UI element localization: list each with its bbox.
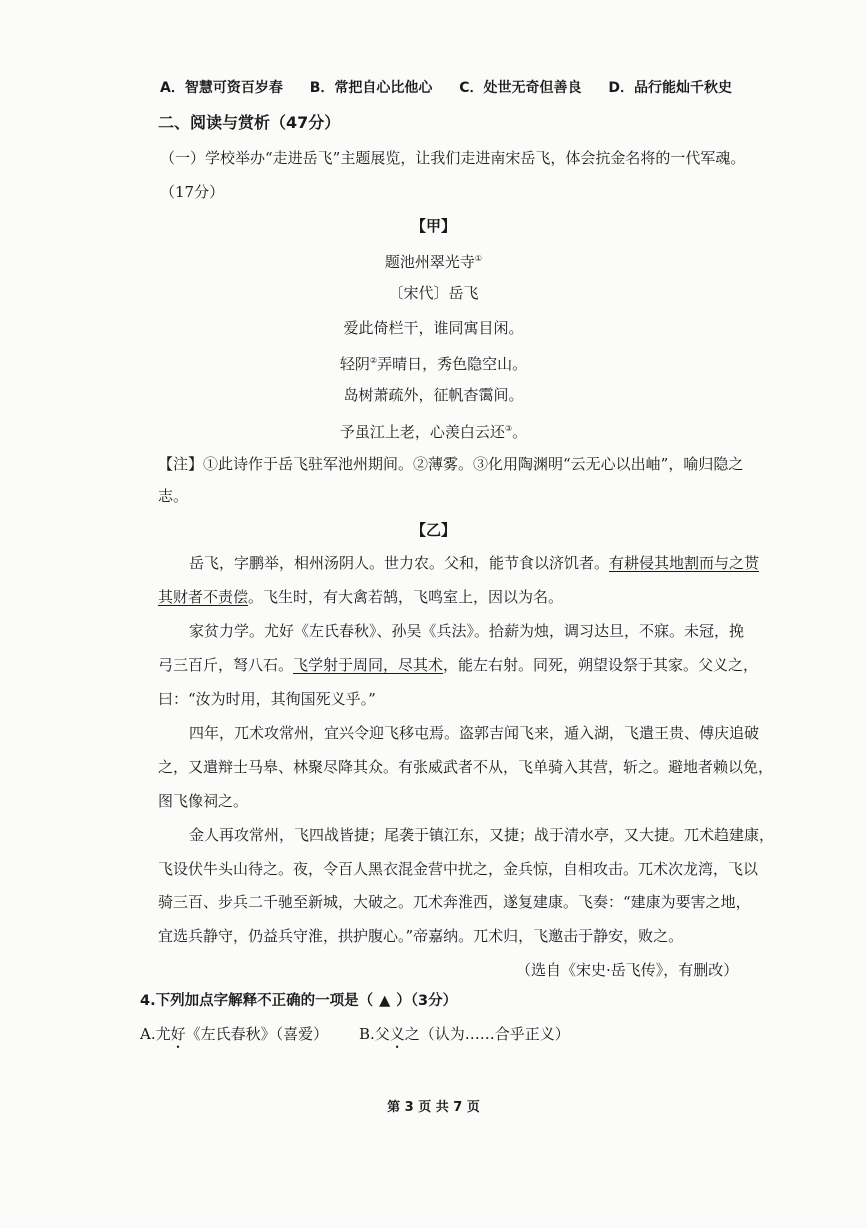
question-4 [140,991,457,1011]
poem-title-note: ① [474,254,483,263]
yi-p4-line-2: 飞设伏牛头山待之。夜，令百人黑衣混金营中扰之，金兵惊，自相攻击。兀术次龙湾，飞以 [158,860,759,878]
poem-line-2-note: ② [369,356,378,365]
q4-opt-a-label: A. [140,1025,156,1043]
yi-p1-underline-1: 有耕侵其地割而与之贳 [609,554,760,572]
option-a: A．智慧可资百岁春 [160,80,283,96]
yi-p2-line-3: 曰：“汝为时用，其徇国死义乎。” [158,690,376,708]
poem-line-4-text: 予虽江上老，心羡白云还 [339,423,505,441]
section-title: 二、阅读与赏析（47分） [158,113,341,132]
q4-opt-a-pre: 尤 [155,1025,171,1043]
poem-line-4-end: 。 [512,423,528,441]
poem-author: 〔宋代〕岳飞 [388,284,479,302]
notes-line-2: 志。 [158,487,189,505]
page-footer: 第 3 页 共 7 页 [387,1100,480,1115]
poem-line-4 [0,419,867,442]
yi-marker: 【乙】 [410,521,456,539]
intro-line-1: （一）学校举办“走进岳飞”主题展览，让我们走进南宋岳飞，体会抗金名将的一代军魂。 [160,149,746,167]
q4-opt-b-rest: 之（认为……合乎正义） [404,1025,570,1043]
yi-p2-c: ，能左右射。同死，朔望设祭于其家。父义之， [443,656,759,674]
yi-p1-underline-2: 其财者不责偿 [158,588,249,606]
q4-opt-a [140,1025,333,1043]
q4-opt-b-label: B. [358,1025,375,1043]
choice-options-row [160,78,732,98]
q4-opt-a-dotted: 好 [170,1025,186,1043]
poem-line-1: 爱此倚栏干，谁同寓目闲。 [343,319,524,337]
notes-line-1: 【注】①此诗作于岳飞驻军池州期间。②薄雾。③化用陶渊明“云无心以出岫”，喻归隐之 [158,455,744,473]
q4-tail: ）（3分） [396,993,458,1009]
yi-p1-b: 。飞生时，有大禽若鹄，飞鸣室上，因以为名。 [248,588,564,606]
yi-p4-line-1: 金人再攻常州，飞四战皆捷；尾袭于镇江东，又捷；战于清水亭，又大捷。兀术趋建康， [189,826,775,844]
poem-line-2 [0,351,867,374]
yi-p2-line-2 [158,655,758,675]
poem-line-2-a: 轻阴 [339,355,370,373]
q4-blank: ▲ [379,993,391,1009]
option-b: B．常把自心比他心 [309,80,433,96]
yi-p2-line-1: 家贫力学。尤好《左氏春秋》、孙吴《兵法》。拾薪为烛，调习达旦，不寐。未冠，挽 [189,622,745,640]
yi-p3-line-1: 四年，兀术攻常州，宜兴令迎飞移屯焉。盗郭吉闻飞来，遁入湖，飞遣王贵、傅庆追破 [189,724,760,742]
jia-marker: 【甲】 [410,217,456,235]
q4-stem: 4.下列加点字解释不正确的一项是（ [140,993,374,1009]
yi-p3-line-3: 图飞像祠之。 [158,792,249,810]
poem-title [0,249,867,272]
yi-p2-b: 弓三百斤，弩八石。 [158,656,294,674]
intro-line-2: （17分） [160,183,225,201]
poem-line-4-note: ③ [504,424,513,433]
yi-p2-underline: 飞学射于周同，尽其术 [293,656,444,674]
q4-opt-b-dotted: 义 [389,1025,405,1043]
yi-p4-line-4: 宜选兵静守，仍益兵守淮，拱护腹心。”帝嘉纳。兀术归，飞邀击于静安，败之。 [158,927,684,945]
yi-source: （选自《宋史·岳飞传》，有删改） [516,961,739,979]
option-d: D．品行能灿千秋史 [608,80,733,96]
yi-p1-line-2 [158,587,563,607]
q4-opt-b-pre: 父 [374,1025,390,1043]
poem-line-3: 岛树萧疏外，征帆杳霭间。 [343,386,524,404]
yi-p3-line-2: 之，又遣辩士马皋、林聚尽降其众。有张威武者不从，飞单骑入其营，斩之。避地者赖以免， [158,758,774,776]
poem-line-2-b: 弄晴日，秀色隐空山。 [377,355,528,373]
yi-p1-a: 岳飞，字鹏举，相州汤阴人。世力农。父和，能节食以济饥者。 [189,554,610,572]
yi-p4-line-3: 骑三百、步兵二千驰至新城，大破之。兀术奔淮西，遂复建康。飞奏：“建康为要害之地， [158,893,751,911]
poem-title-text: 题池州翠光寺 [384,253,475,271]
yi-p1-line-1 [189,553,759,573]
q4-opt-b [359,1025,570,1043]
option-c: C．处世无奇但善良 [459,80,582,96]
q4-options [140,1024,570,1052]
q4-opt-a-rest: 《左氏春秋》（喜爱） [185,1025,329,1043]
